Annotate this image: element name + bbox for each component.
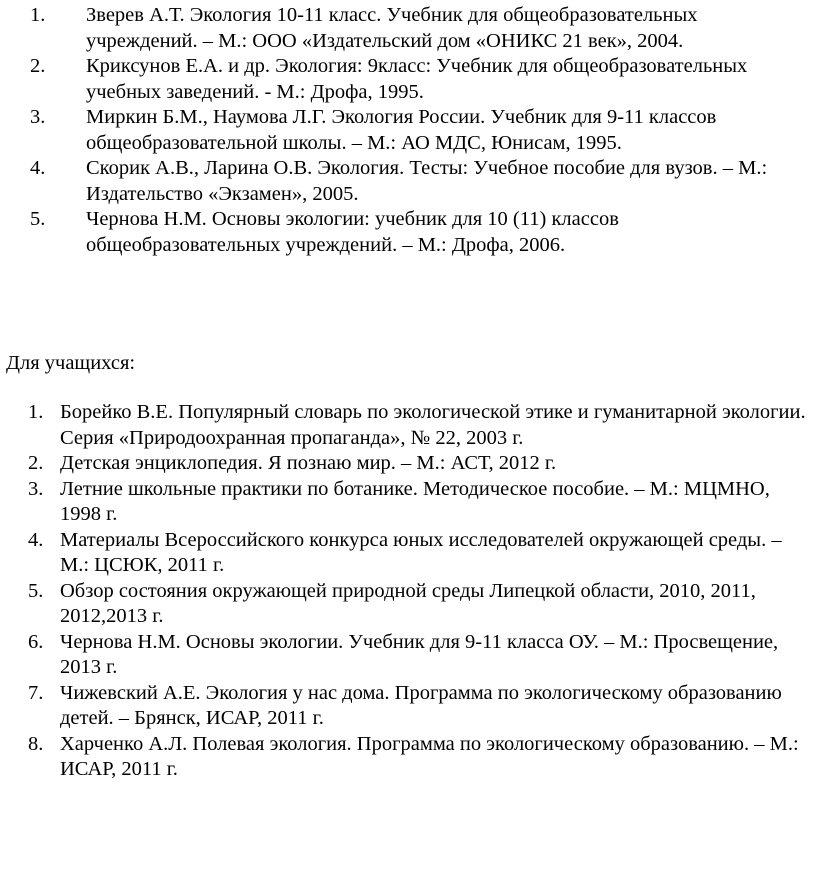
list-item <box>0 54 816 105</box>
students-section-heading: Для учащихся: <box>6 352 136 374</box>
item-text: Летние школьные практики по ботанике. Методическое пособие. – М.: МЦМНО, 1998 г. <box>60 477 770 525</box>
item-number: 7. <box>28 681 44 704</box>
item-text: Чижевский А.Е. Экология у нас дома. Программа по экологическому образованию детей. – Брянск, ИСАР, 2011 г. <box>60 681 782 729</box>
item-text: Скорик А.В., Ларина О.В. Экология. Тесты: Учебное пособие для вузов. – М.: Издательство «Экзамен», 2005. <box>86 157 768 205</box>
list-item <box>0 207 816 258</box>
item-number: 1. <box>28 401 44 423</box>
list-item <box>0 156 816 207</box>
item-text: Материалы Всероссийского конкурса юных исследователей окружающей среды. – М.: ЦСЮК, 2011 г. <box>60 528 782 576</box>
list-item <box>0 528 816 579</box>
item-number: 2. <box>28 452 44 474</box>
item-text: Борейко В.Е. Популярный словарь по экологической этике и гуманитарной экологии. Серия «Природоохранная пропаганда», № 22, 2003 г. <box>60 401 806 449</box>
list-item <box>0 579 816 630</box>
list-item <box>0 400 816 451</box>
item-number: 4. <box>28 528 44 551</box>
list-item <box>0 630 816 681</box>
item-number: 6. <box>28 630 44 653</box>
item-text: Харченко А.Л. Полевая экология. Программа по экологическому образованию. – М.: ИСАР, 2011 г. <box>60 732 799 780</box>
list-item <box>0 3 816 54</box>
item-text: Зверев А.Т. Экология 10-11 класс. Учебник для общеобразовательных учреждений. – М.: ООО «Издательский дом «ОНИКС 21 век», 2004. <box>86 4 698 52</box>
list-item <box>0 681 816 732</box>
list-item <box>0 732 816 783</box>
item-text: Обзор состояния окружающей природной среды Липецкой области, 2010, 2011, 2012,2013 г. <box>60 579 756 627</box>
students-bibliography-list <box>0 400 816 783</box>
list-item <box>0 477 816 528</box>
item-text: Детская энциклопедия. Я познаю мир. – М.: АСТ, 2012 г. <box>60 452 557 474</box>
item-number: 1. <box>30 4 46 26</box>
item-number: 3. <box>30 106 46 128</box>
item-number: 5. <box>30 208 46 230</box>
list-item <box>0 451 816 477</box>
item-number: 3. <box>28 477 44 500</box>
teachers-bibliography-list <box>0 3 816 258</box>
list-item <box>0 105 816 156</box>
item-text: Чернова Н.М. Основы экологии: учебник для 10 (11) классов общеобразовательных учреждений. – М.: Дрофа, 2006. <box>86 208 619 256</box>
item-text: Чернова Н.М. Основы экологии. Учебник для 9-11 класса ОУ. – М.: Просвещение, 2013 г. <box>60 630 779 678</box>
item-text: Криксунов Е.А. и др. Экология: 9класс: Учебник для общеобразовательных учебных заведений. - М.: Дрофа, 1995. <box>86 55 748 103</box>
item-number: 2. <box>30 55 46 77</box>
item-number: 4. <box>30 157 46 179</box>
item-number: 5. <box>28 579 44 602</box>
item-text: Миркин Б.М., Наумова Л.Г. Экология России. Учебник для 9-11 классов общеобразовательной школы. – М.: АО МДС, Юнисам, 1995. <box>86 106 717 154</box>
item-number: 8. <box>28 732 44 755</box>
